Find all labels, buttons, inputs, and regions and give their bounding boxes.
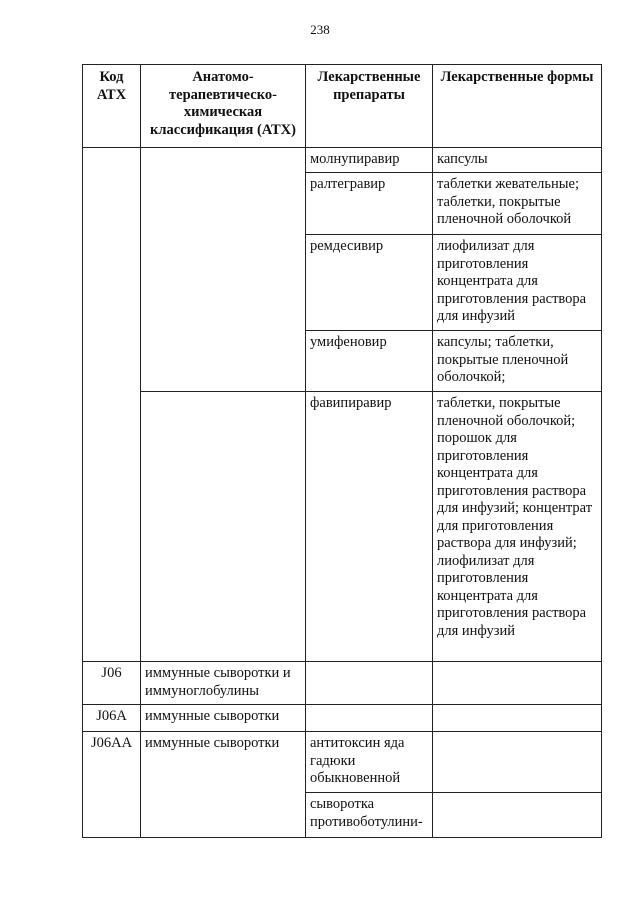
forms-cell xyxy=(433,662,602,705)
table-row xyxy=(83,732,602,793)
forms-cell: таблетки жевательные; таблетки, покрытые пленочной оболочкой xyxy=(433,173,602,235)
drug-cell: молнупиравир xyxy=(306,148,433,173)
drug-cell: ремдесивир xyxy=(306,235,433,331)
table-row xyxy=(83,392,602,662)
forms-cell: лиофилизат для приготовления концентрата для приготовления раствора для инфузий xyxy=(433,235,602,331)
atx-table xyxy=(82,64,602,838)
drug-cell xyxy=(306,662,433,705)
drug-cell: фавипиравир xyxy=(306,392,433,662)
table-row xyxy=(83,148,602,173)
forms-cell: капсулы xyxy=(433,148,602,173)
classification-cell xyxy=(141,148,306,392)
code-cell: J06A xyxy=(83,705,141,732)
forms-cell: капсулы; таблетки, покрытые пленочной оболочкой; xyxy=(433,331,602,392)
table-row xyxy=(83,662,602,705)
forms-cell xyxy=(433,793,602,838)
forms-cell xyxy=(433,732,602,793)
classification-cell xyxy=(141,392,306,662)
page-number: 238 xyxy=(310,22,330,37)
drug-cell: антитоксин яда гадюки обыкновенной xyxy=(306,732,433,793)
header-forms: Лекарственные формы xyxy=(433,65,602,148)
header-drugs: Лекарственные препараты xyxy=(306,65,433,148)
code-cell xyxy=(83,148,141,662)
drug-cell: умифеновир xyxy=(306,331,433,392)
header-classification: Анатомо-терапевтическо-химическая классификация (АТХ) xyxy=(141,65,306,148)
header-code: Код АТХ xyxy=(83,65,141,148)
drug-cell: сыворотка противоботулини- xyxy=(306,793,433,838)
code-cell: J06 xyxy=(83,662,141,705)
classification-cell: иммунные сыворотки xyxy=(141,705,306,732)
drug-cell: ралтегравир xyxy=(306,173,433,235)
drug-cell xyxy=(306,705,433,732)
table-row xyxy=(83,705,602,732)
classification-cell: иммунные сыворотки и иммуноглобулины xyxy=(141,662,306,705)
forms-cell: таблетки, покрытые пленочной оболочкой; порошок для приготовления концентрата для приготовления раствора для инфузий; концентрат для приготовления раствора для инфузий; лиофилизат для приготовления концентрата для приготовления раствора для инфузий xyxy=(433,392,602,662)
table-header-row xyxy=(83,65,602,148)
classification-cell: иммунные сыворотки xyxy=(141,732,306,838)
code-cell: J06AA xyxy=(83,732,141,838)
forms-cell xyxy=(433,705,602,732)
